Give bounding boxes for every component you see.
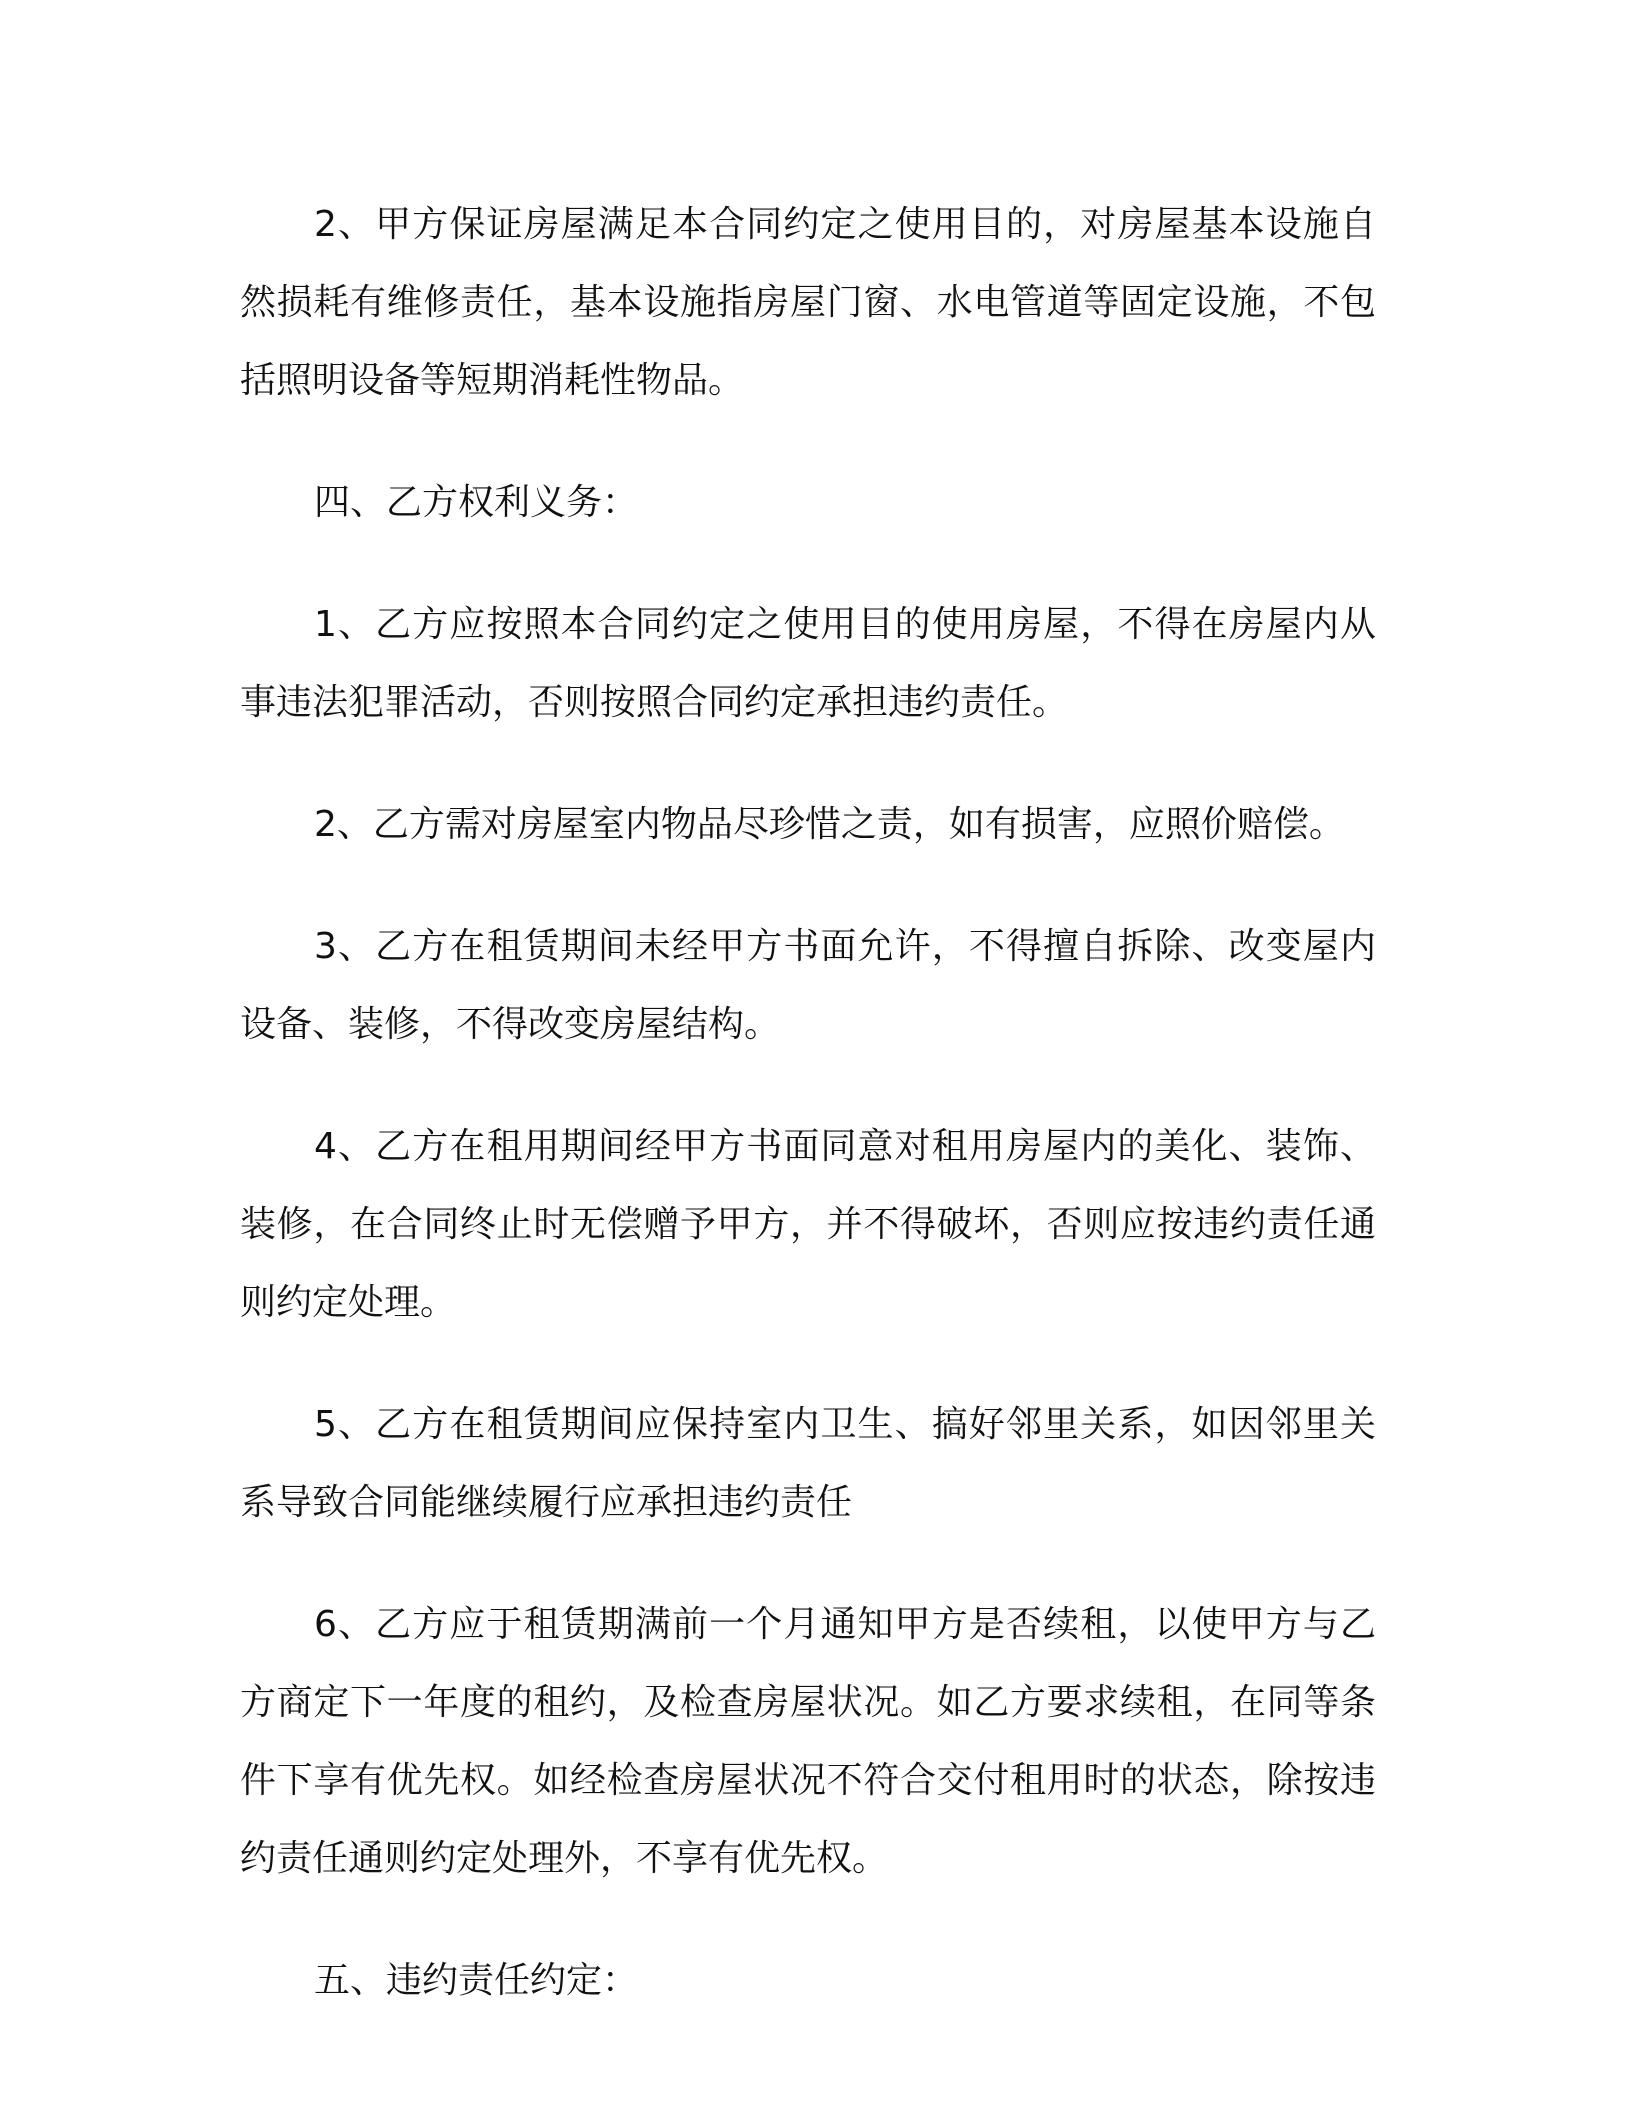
clause-4-3-paragraph: 3、乙方在租赁期间未经甲方书面允许，不得擅自拆除、改变屋内设备、装修，不得改变房屋结构。 [240, 926, 1376, 1045]
clause-3-2-paragraph: 2、甲方保证房屋满足本合同约定之使用目的，对房屋基本设施自然损耗有维修责任，基本设施指房屋门窗、水电管道等固定设施，不包括照明设备等短期消耗性物品。 [240, 204, 1376, 401]
document-body [240, 186, 1376, 2064]
clause-4-6-paragraph: 6、乙方应于租赁期满前一个月通知甲方是否续租，以使甲方与乙方商定下一年度的租约，及检查房屋状况。如乙方要求续租，在同等条件下享有优先权。如经检查房屋状况不符合交付租用时的状态，除按违约责任通则约定处理外，不享有优先权。 [240, 1604, 1376, 1879]
section-5-heading: 五、违约责任约定： [314, 1960, 639, 2001]
clause-4-2-paragraph: 2、乙方需对房屋室内物品尽珍惜之责，如有损害，应照价赔偿。 [314, 804, 1345, 845]
clause-4-5-paragraph: 5、乙方在租赁期间应保持室内卫生、搞好邻里关系，如因邻里关系导致合同能继续履行应承担违约责任 [240, 1404, 1376, 1523]
section-4-heading: 四、乙方权利义务： [314, 482, 639, 523]
clause-4-4-paragraph: 4、乙方在租用期间经甲方书面同意对租用房屋内的美化、装饰、装修，在合同终止时无偿赠予甲方，并不得破坏，否则应按违约责任通则约定处理。 [240, 1126, 1376, 1323]
clause-4-1-paragraph: 1、乙方应按照本合同约定之使用目的使用房屋，不得在房屋内从事违法犯罪活动，否则按照合同约定承担违约责任。 [240, 604, 1376, 723]
